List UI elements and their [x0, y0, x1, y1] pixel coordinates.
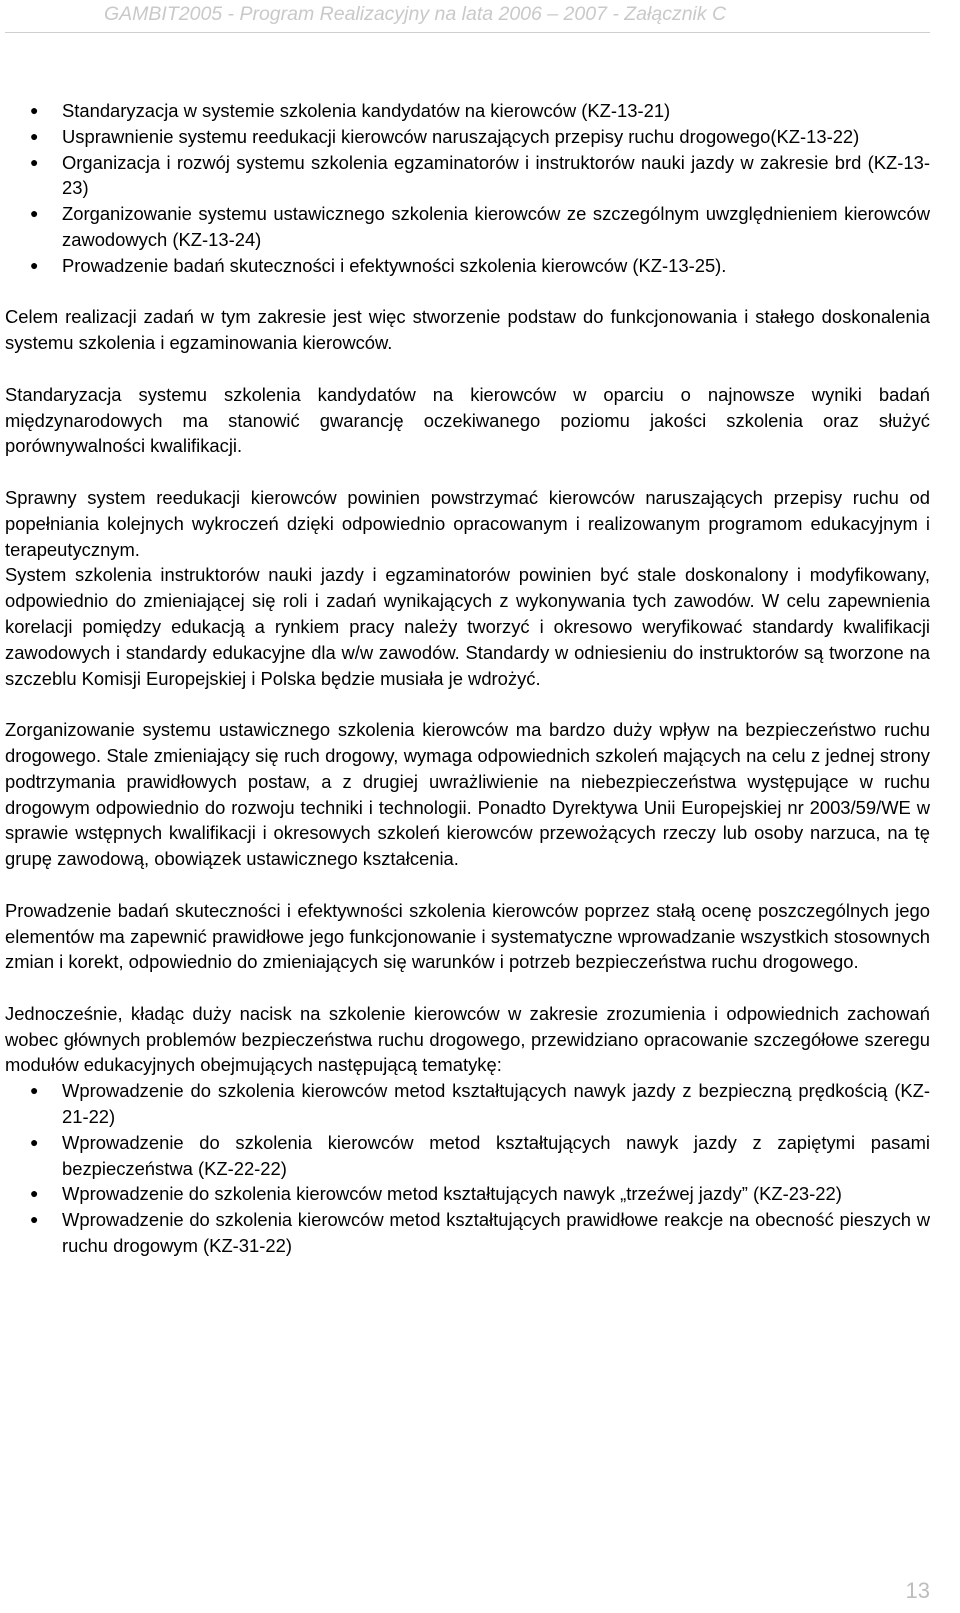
top-bullet-list	[5, 98, 930, 279]
paragraph-reeducation: Sprawny system reedukacji kierowców powinien powstrzymać kierowców naruszających przepisy ruchu od popełniania kolejnych wykroczeń dzięki odpowiednio opracowanym i realizowanym programom edukacyjnym i terapeutycznym.	[5, 486, 930, 560]
list-item: ● Wprowadzenie do szkolenia kierowców metod kształtujących nawyk jazdy z bezpieczną prędkością (KZ-21-22)	[30, 1080, 930, 1128]
bullet-icon: ●	[30, 256, 39, 273]
header-divider	[5, 32, 930, 33]
bullet-icon: ●	[30, 127, 39, 144]
list-item: ● Wprowadzenie do szkolenia kierowców metod kształtujących nawyk jazdy z zapiętymi pasami bezpieczeństwa (KZ-22-22)	[30, 1131, 930, 1179]
list-item: ● Wprowadzenie do szkolenia kierowców metod kształtujących nawyk „trzeźwej jazdy” (KZ-23-22)	[5, 1181, 930, 1207]
list-item: ● Organizacja i rozwój systemu szkolenia egzaminatorów i instruktorów nauki jazdy w zakresie brd (KZ-13-23)	[30, 151, 930, 199]
list-item: ● Wprowadzenie do szkolenia kierowców metod kształtujących prawidłowe reakcje na obecność pieszych w ruchu drogowym (KZ-31-22)	[30, 1209, 930, 1257]
list-item: ● Standaryzacja w systemie szkolenia kandydatów na kierowców (KZ-13-21)	[5, 98, 930, 124]
list-item: ● Usprawnienie systemu reedukacji kierowców naruszających przepisy ruchu drogowego(KZ-13-22)	[5, 124, 930, 150]
paragraph-instructors: System szkolenia instruktorów nauki jazdy i egzaminatorów powinien być stale doskonalony i modyfikowany, odpowiednio do zmieniającej się roli i zadań wynikających z wykonywania tych zawodów. W celu zapewnienia korelacji pomiędzy edukacją a rynkiem pracy należy tworzyć i okresowo weryfikować standardy kwalifikacji zawodowych i standardy edukacyjne dla w/w zawodów. Standardy w odniesieniu do instruktorów są tworzone na szczeblu Komisji Europejskiej i Polska będzie musiała je wdrożyć.	[5, 564, 930, 689]
paragraph-standardization: Standaryzacja systemu szkolenia kandydatów na kierowców w oparciu o najnowsze wyniki badań międzynarodowych ma stanowić gwarancję oczekiwanego poziomu jakości szkolenia oraz służyć porównywalności kwalifikacji.	[5, 383, 930, 457]
bottom-bullet-list	[5, 1078, 930, 1259]
paragraph-research: Prowadzenie badań skuteczności i efektywności szkolenia kierowców poprzez stałą ocenę poszczególnych jego elementów ma zapewnić prawidłowe jego funkcjonowanie i systematyczne wprowadzanie wszystkich stosownych zmian i korekt, odpowiednio do zmieniających się warunków i potrzeb bezpieczeństwa ruchu drogowego.	[5, 899, 930, 973]
paragraph-goal: Celem realizacji zadań w tym zakresie jest więc stworzenie podstaw do funkcjonowania i stałego doskonalenia systemu szkolenia i egzaminowania kierowców.	[5, 306, 930, 354]
page-header: GAMBIT2005 - Program Realizacyjny na lata 2006 – 2007 - Załącznik C	[104, 3, 727, 25]
bullet-icon: ●	[30, 1082, 39, 1099]
bullet-icon: ●	[30, 153, 39, 170]
bullet-icon: ●	[30, 1133, 39, 1150]
list-item: ● Zorganizowanie systemu ustawicznego szkolenia kierowców ze szczególnym uwzględnieniem kierowców zawodowych (KZ-13-24)	[30, 203, 930, 250]
bullet-icon: ●	[30, 1185, 39, 1202]
paragraph-continuous-training: Zorganizowanie systemu ustawicznego szkolenia kierowców ma bardzo duży wpływ na bezpieczeństwo ruchu drogowego. Stale zmieniający się ruch drogowy, wymaga odpowiednich szkoleń mających na celu z jednej strony podtrzymania prawidłowych postaw, a z drugiej uwrażliwienie na niebezpieczeństwa występujące w ruchu drogowym odpowiednio do rozwoju techniki i technologii. Ponadto Dyrektywa Unii Europejskiej nr 2003/59/WE w sprawie wstępnych kwalifikacji i okresowych szkoleń kierowców przewożących rzeczy lub osoby narzuca, na tę grupę zawodową, obowiązek ustawicznego kształcenia.	[5, 719, 930, 870]
document-body	[5, 98, 930, 1259]
page-number: 13	[905, 1578, 930, 1603]
list-item: ● Prowadzenie badań skuteczności i efektywności szkolenia kierowców (KZ-13-25).	[5, 253, 930, 279]
bullet-icon: ●	[30, 102, 39, 118]
bullet-icon: ●	[30, 205, 39, 222]
paragraph-modules-intro: Jednocześnie, kładąc duży nacisk na szkolenie kierowców w zakresie zrozumienia i odpowiednich zachowań wobec głównych problemów bezpieczeństwa ruchu drogowego, przewidziano opracowanie szczegółowe szeregu modułów edukacyjnych obejmujących następującą tematykę:	[5, 1002, 930, 1076]
bullet-icon: ●	[30, 1211, 39, 1228]
